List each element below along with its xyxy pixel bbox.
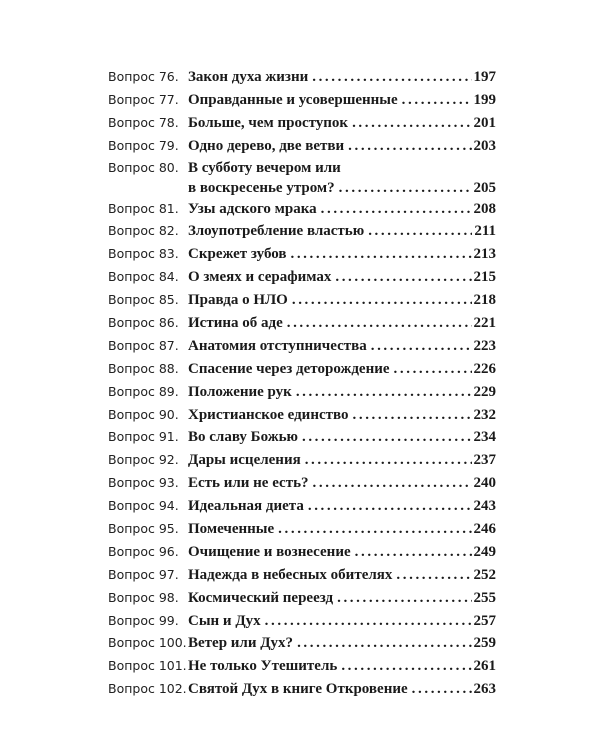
page-number: 255 (473, 589, 496, 606)
question-number: Вопрос 94. (108, 498, 179, 514)
entry-title: Узы адского мрака (188, 200, 317, 217)
leader-dots (297, 632, 471, 655)
entry-title: Оправданные и усовершенные (188, 91, 398, 108)
page-number: 208 (473, 200, 496, 217)
toc-entry[interactable] (108, 135, 496, 158)
entry-title: Правда о НЛО (188, 292, 288, 309)
entry-title-line1: В субботу вечером или (188, 159, 341, 176)
entry-title: Злоупотребление властью (188, 223, 365, 240)
question-number: Вопрос 77. (108, 91, 179, 107)
toc-entry[interactable] (108, 449, 496, 472)
page-number: 246 (473, 521, 496, 538)
leader-dots (335, 266, 471, 289)
toc-entry[interactable] (108, 381, 496, 404)
page-number: 199 (473, 91, 496, 108)
question-number: Вопрос 76. (108, 69, 179, 84)
entry-title: Идеальная диета (188, 498, 304, 515)
leader-dots (313, 472, 472, 495)
page-number: 211 (474, 223, 496, 240)
question-number: Вопрос 95. (108, 521, 179, 537)
entry-title: Не только Утешитель (188, 658, 338, 675)
page-number: 232 (473, 406, 496, 423)
toc-entry[interactable] (108, 564, 496, 587)
entry-title: Во славу Божью (188, 429, 298, 446)
leader-dots (278, 518, 471, 541)
page-number: 197 (473, 69, 496, 85)
page-number: 218 (473, 292, 496, 309)
question-number: Вопрос 96. (108, 543, 179, 559)
toc-entry[interactable] (108, 289, 496, 312)
question-number: Вопрос 78. (108, 114, 179, 130)
entry-title: Сын и Дух (188, 612, 261, 629)
page-number: 201 (473, 114, 496, 131)
leader-dots (337, 587, 471, 610)
leader-dots (292, 289, 472, 312)
toc-entry[interactable] (108, 198, 496, 221)
entry-title: Анатомия отступничества (188, 337, 367, 354)
entry-title: Положение рук (188, 383, 292, 400)
question-number: Вопрос 82. (108, 223, 179, 239)
question-number: Вопрос 101. (108, 658, 187, 674)
leader-dots (353, 404, 472, 427)
page-number: 226 (473, 360, 496, 377)
question-number: Вопрос 81. (108, 200, 179, 216)
leader-dots (402, 89, 472, 112)
leader-dots (339, 178, 472, 198)
toc-entry[interactable] (108, 495, 496, 518)
toc-entry[interactable] (108, 66, 496, 89)
leader-dots (312, 66, 471, 89)
question-number: Вопрос 84. (108, 269, 179, 285)
question-number: Вопрос 85. (108, 292, 179, 308)
toc-entry[interactable] (108, 266, 496, 289)
toc-entry[interactable] (108, 426, 496, 449)
leader-dots (296, 381, 472, 404)
leader-dots (394, 358, 472, 381)
toc-entry[interactable] (108, 472, 496, 495)
toc-entry[interactable] (108, 541, 496, 564)
page-number: 221 (473, 315, 496, 332)
leader-dots (341, 655, 471, 678)
leader-dots (265, 610, 472, 633)
entry-title: Есть или не есть? (188, 475, 309, 492)
page-number: 249 (473, 543, 496, 560)
question-number: Вопрос 97. (108, 566, 179, 582)
page-number: 259 (473, 635, 496, 652)
toc-entry[interactable] (108, 358, 496, 381)
toc-entry[interactable] (108, 655, 496, 678)
toc-entry[interactable] (108, 312, 496, 335)
toc-entry[interactable] (108, 335, 496, 358)
question-number: Вопрос 93. (108, 475, 179, 491)
question-number: Вопрос 99. (108, 612, 179, 628)
leader-dots (305, 449, 472, 472)
entry-title: Истина об аде (188, 315, 283, 332)
toc-entry[interactable] (108, 632, 496, 655)
toc-entry[interactable] (108, 112, 496, 135)
question-number: Вопрос 91. (108, 429, 179, 445)
table-of-contents (108, 66, 496, 701)
question-number: Вопрос 83. (108, 246, 179, 262)
entry-title: Христианское единство (188, 406, 349, 423)
question-number: Вопрос 80. (108, 159, 179, 175)
leader-dots (308, 495, 472, 518)
page-number: 205 (473, 179, 496, 196)
toc-entry[interactable] (108, 158, 496, 198)
leader-dots (302, 426, 472, 449)
question-number: Вопрос 90. (108, 406, 179, 422)
page-number: 261 (473, 658, 496, 675)
entry-title: Одно дерево, две ветви (188, 137, 345, 154)
page-number: 243 (473, 498, 496, 515)
toc-entry[interactable] (108, 518, 496, 541)
entry-title: Очищение и вознесение (188, 543, 351, 560)
entry-title: Закон духа жизни (188, 69, 309, 85)
entry-title: О змеях и серафимах (188, 269, 332, 286)
page-number: 229 (473, 383, 496, 400)
toc-entry[interactable] (108, 220, 496, 243)
entry-title: Спасение через деторождение (188, 360, 390, 377)
leader-dots (290, 243, 471, 266)
leader-dots (352, 112, 471, 135)
page-number: 234 (473, 429, 496, 446)
question-number: Вопрос 89. (108, 383, 179, 399)
leader-dots (412, 678, 472, 701)
toc-entry[interactable] (108, 89, 496, 112)
leader-dots (368, 220, 472, 243)
entry-title: Ветер или Дух? (188, 635, 294, 652)
entry-title: Святой Дух в книге Откровение (188, 681, 408, 698)
page-number: 213 (473, 246, 496, 263)
leader-dots (355, 541, 472, 564)
question-number: Вопрос 100. (108, 635, 187, 651)
question-number: Вопрос 87. (108, 337, 179, 353)
page-number: 237 (473, 452, 496, 469)
page-number: 252 (473, 566, 496, 583)
page-number: 240 (473, 475, 496, 492)
page-number: 263 (473, 681, 496, 698)
entry-title: в воскресенье утром? (188, 179, 335, 196)
toc-entry[interactable] (108, 404, 496, 427)
toc-entry[interactable] (108, 243, 496, 266)
page-number: 257 (473, 612, 496, 629)
question-number: Вопрос 98. (108, 589, 179, 605)
entry-title: Скрежет зубов (188, 246, 287, 263)
toc-entry[interactable] (108, 678, 496, 701)
question-number: Вопрос 79. (108, 137, 179, 153)
question-number: Вопрос 102. (108, 681, 187, 697)
entry-title: Дары исцеления (188, 452, 301, 469)
leader-dots (348, 135, 471, 158)
entry-title: Помеченные (188, 521, 275, 538)
question-number: Вопрос 88. (108, 360, 179, 376)
toc-entry[interactable] (108, 587, 496, 610)
entry-title: Больше, чем проступок (188, 114, 349, 131)
leader-dots (321, 198, 472, 221)
leader-dots (371, 335, 472, 358)
question-number: Вопрос 92. (108, 452, 179, 468)
leader-dots (287, 312, 472, 335)
page-number: 203 (473, 137, 496, 154)
leader-dots (396, 564, 471, 587)
entry-title: Космический переезд (188, 589, 334, 606)
entry-title: Надежда в небесных обителях (188, 566, 393, 583)
toc-entry[interactable] (108, 610, 496, 633)
question-number: Вопрос 86. (108, 315, 179, 331)
page-number: 215 (473, 269, 496, 286)
page-number: 223 (473, 337, 496, 354)
